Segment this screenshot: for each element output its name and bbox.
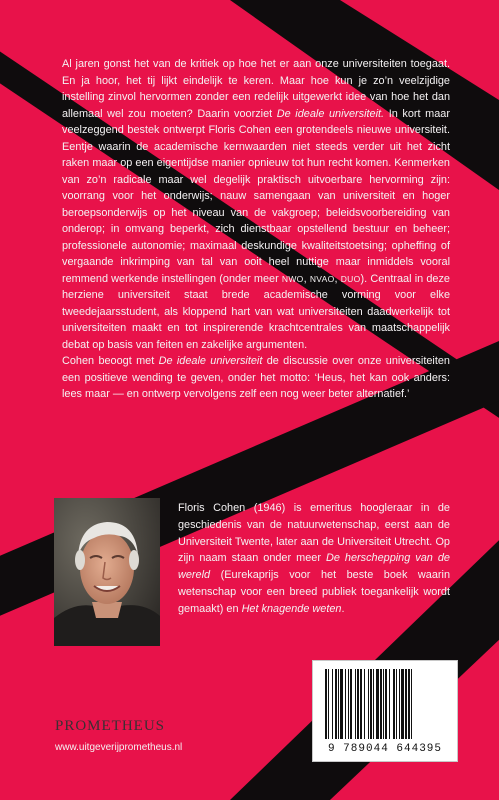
publisher-url: www.uitgeverijprometheus.nl — [55, 742, 183, 753]
blurb-text-part: de discussie over onze universiteiten een positieve wending te geven, onder het motto: ‘Heus, het kan ook anders: lees maar — en ontwerp vervolgens zelf een nog weer beter alternatief.’ — [62, 355, 450, 400]
blurb-text-part: ). Centraal in deze herziene universiteit staat brede academische vorming voor elke tweedejaarsstudent, als kloppend hart van wat universiteiten daadwerkelijk tot universiteiten maakt en tot inspirerende krachtcentrales van maatschappelijk debat op basis van feiten en zakelijke argumenten. — [62, 272, 450, 351]
barcode-bar — [335, 669, 337, 739]
barcode-bar — [350, 669, 352, 739]
barcode-bar — [380, 669, 382, 739]
blurb-text — [62, 56, 450, 403]
bio-text-part: (Eurekaprijs voor het beste boek waarin wetenschap voor een breed publiek toegankelijk wordt gemaakt) en — [178, 569, 450, 615]
blurb-paragraph-1 — [62, 56, 450, 353]
barcode-bar — [360, 669, 362, 739]
separator: , — [334, 272, 341, 285]
barcode-bar — [340, 669, 343, 739]
blurb-text-part: Al jaren gonst het van de kritiek op hoe het er aan onze universiteiten toegaat. En ja hoor, het tij lijkt eindelijk te keren. Maar hoe kun je zo’n veelzijdige instelling zinvol hervormen zonder een redelijk uitgewerkt idee van hoe het dan allemaal wel zou moeten? Daarin voorziet — [62, 58, 450, 120]
barcode-bar — [332, 669, 333, 739]
author-photo — [54, 498, 160, 646]
publisher-logo: PROMETHEUS — [55, 718, 166, 734]
blurb-paragraph-2 — [62, 353, 450, 403]
book-title-italic: De ideale universiteit — [158, 355, 263, 367]
barcode-bar — [325, 669, 327, 739]
barcode-bar — [338, 669, 339, 739]
separator: , — [303, 272, 310, 285]
isbn-number: 9 789044 644395 — [327, 743, 443, 755]
barcode-bar — [383, 669, 384, 739]
barcode-bar — [393, 669, 395, 739]
barcode-bar — [345, 669, 346, 739]
bio-text-part: Floris Cohen (1946) is emeritus hoogleraar in de geschiedenis van de natuurwetenschap, eerst aan de Universiteit Twente, later aan de Universiteit Utrecht. Op zijn naam staan onder meer — [178, 502, 450, 565]
barcode-bar — [370, 669, 372, 739]
org-abbreviation: NWO — [281, 273, 304, 284]
blurb-text-part: In kort maar veelzeggend bestek ontwerpt Floris Cohen een grotendeels nieuwe universiteit. Eentje waarin de academische kernwaarden niet steeds verder uit het zicht raken maar op een eigentijdse manier opnieuw tot hun recht komen. Kenmerken van zo’n radicale maar wel degelijk praktisch uitvoerbare hervorming zijn: voorrang voor het onderwijs; nauw samengaan van universiteit en hoger beroepsonderwijs op het niveau van de vakgroep; beleidsvoorbereiding van onderop; in omvang beperkt, zich dienstbaar opstellend bestuur en beheer; professionele autonomie; maximaal deskundige kwaliteitstoetsing; opheffing of vergaande inkrimping van tal van ooit heel nuttige maar inmiddels vooral remmend werkende instellingen (onder meer — [62, 107, 450, 285]
barcode-bar — [373, 669, 374, 739]
barcode-bar — [411, 669, 412, 739]
barcode-bar — [364, 669, 365, 739]
isbn-barcode — [312, 660, 458, 762]
book-title-italic: De ideale universiteit. — [276, 107, 385, 120]
barcode-bar — [357, 669, 359, 739]
author-bio — [178, 500, 450, 618]
barcode-bar — [385, 669, 387, 739]
blurb-text-part: Cohen beoogt met — [62, 355, 159, 367]
barcode-bar — [399, 669, 400, 739]
barcode-bar — [389, 669, 390, 739]
barcode-bar — [328, 669, 329, 739]
author-portrait-illustration — [54, 498, 160, 646]
barcode-bar — [405, 669, 407, 739]
barcode-bar — [355, 669, 356, 739]
org-abbreviation: NVAO — [309, 273, 335, 284]
barcode-bar — [401, 669, 404, 739]
barcode-bar — [368, 669, 369, 739]
book-title-italic: De herschepping van de wereld — [178, 552, 450, 582]
barcode-bar — [376, 669, 379, 739]
barcode-bar — [396, 669, 397, 739]
barcode-bar — [348, 669, 349, 739]
book-title-italic: Het knagende weten — [241, 602, 342, 615]
org-abbreviation: DUO — [340, 273, 361, 284]
bio-text-part: . — [341, 602, 345, 615]
barcode-bar — [408, 669, 410, 739]
